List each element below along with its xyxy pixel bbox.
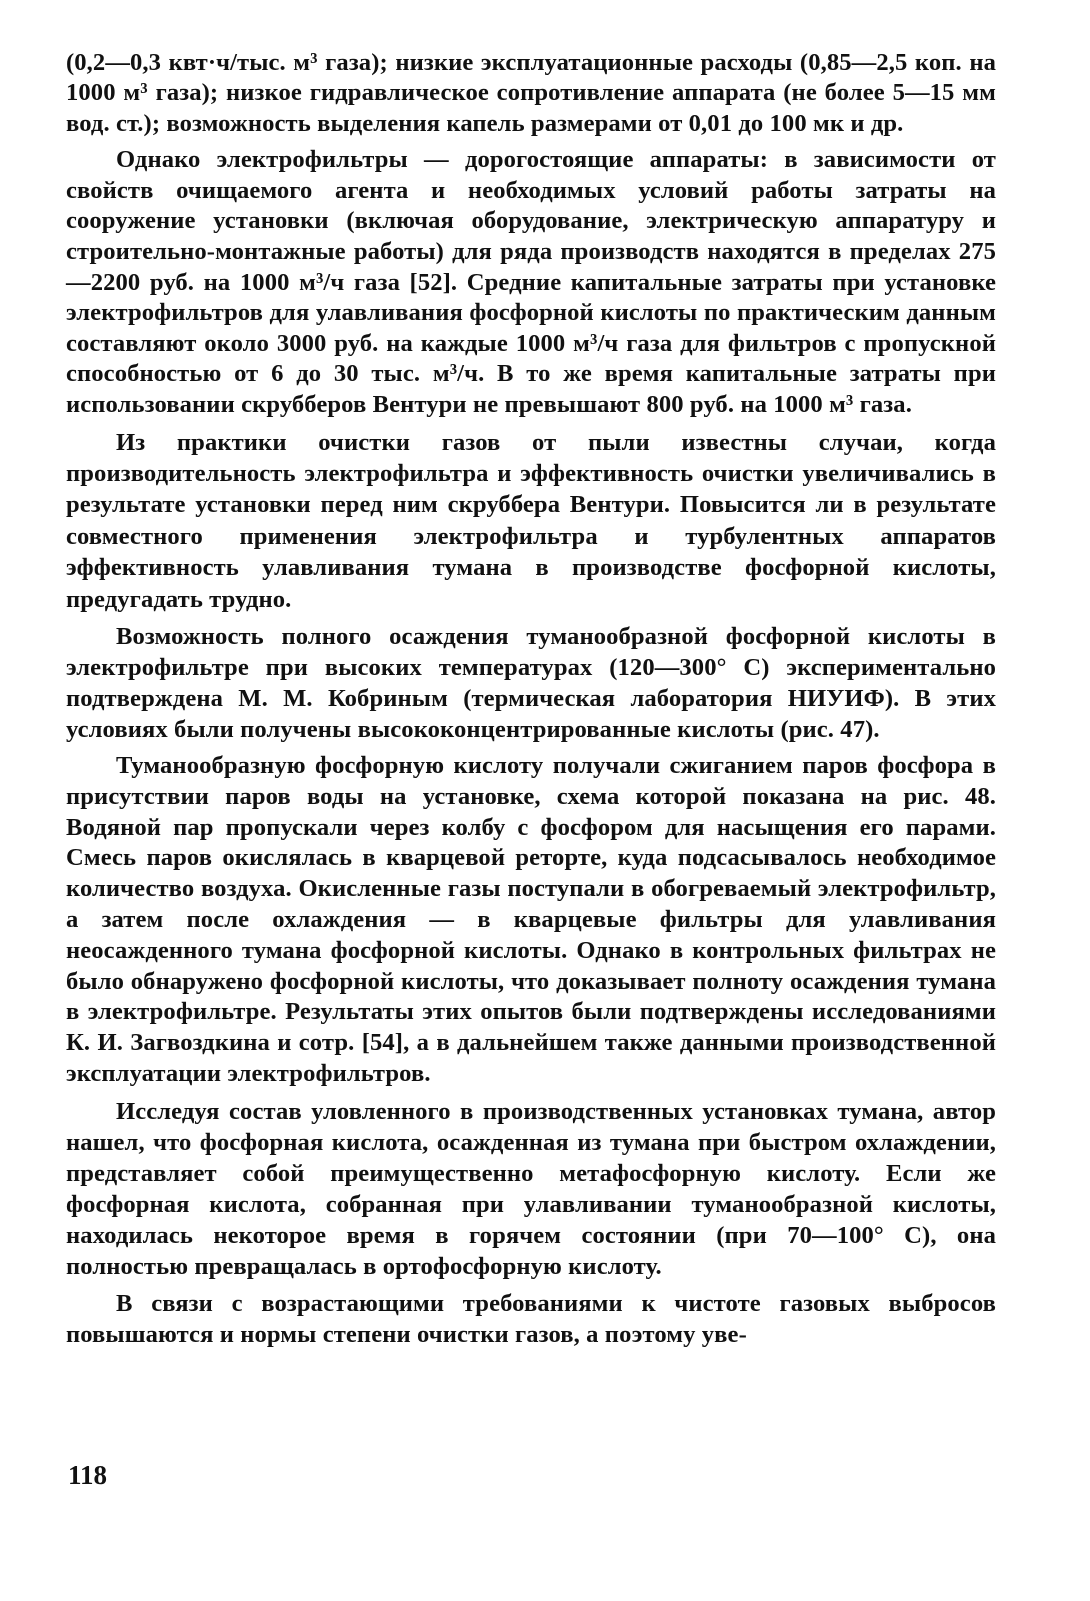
paragraph-1: (0,2—0,3 квт·ч/тыс. м³ газа); низкие эксплуатационные расходы (0,85—2,5 коп. на 1000 м³ газа); низкое гидравлическое сопротивление аппарата (не более 5—15 мм вод. ст.); возможность выделения капель размерами от 0,01 до 100 мк и др.	[66, 49, 996, 137]
paragraph-6: Исследуя состав уловленного в производственных установках тумана, автор нашел, что фосфорная кислота, осажденная из тумана при быстром охлаждении, представляет собой преимущественно метафосфорную кислоту. Если же фосфорная кислота, собранная при улавливании туманообразной кислоты, находилась некоторое время в горячем состоянии (при 70—100° С), она полностью превращалась в ортофосфорную кислоту.	[66, 1097, 996, 1280]
paragraph-3: Из практики очистки газов от пыли известны случаи, когда производительность электрофильтра и эффективность очистки увеличивались в результате установки перед ним скруббера Вентури. Повысится ли в результате совместного применения электрофильтра и турбулентных аппаратов эффективность улавливания тумана в производстве фосфорной кислоты, предугадать трудно.	[66, 428, 996, 613]
paragraph-4: Возможность полного осаждения туманообразной фосфорной кислоты в электрофильтре при высоких температурах (120—300° С) экспериментально подтверждена М. М. Кобриным (термическая лаборатория НИУИФ). В этих условиях были получены высококонцентрированные кислоты (рис. 47).	[66, 623, 996, 743]
paragraph-2: Однако электрофильтры — дорогостоящие аппараты: в зависимости от свойств очищаемого агента и необходимых условий работы затраты на сооружение установки (включая оборудование, электрическую аппаратуру и строительно-монтажные работы) для ряда производств находятся в пределах 275—2200 руб. на 1000 м³/ч газа [52]. Средние капитальные затраты при установке электрофильтров для улавливания фосфорной кислоты по практическим данным составляют около 3000 руб. на каждые 1000 м³/ч газа для фильтров с пропускной способностью от 6 до 30 тыс. м³/ч. В то же время капитальные затраты при использовании скрубберов Вентури не превышают 800 руб. на 1000 м³ газа.	[66, 146, 996, 418]
paragraph-7: В связи с возрастающими требованиями к чистоте газовых выбросов повышаются и нормы степени очистки газов, а поэтому уве-	[66, 1289, 996, 1348]
paragraph-5: Туманообразную фосфорную кислоту получали сжиганием паров фосфора в присутствии паров воды на установке, схема которой показана на рис. 48. Водяной пар пропускали через колбу с фосфором для насыщения его парами. Смесь паров окислялась в кварцевой реторте, куда подсасывалось необходимое количество воздуха. Окисленные газы поступали в обогреваемый электрофильтр, а затем после охлаждения — в кварцевые фильтры для улавливания неосажденного тумана фосфорной кислоты. Однако в контрольных фильтрах не было обнаружено фосфорной кислоты, что доказывает полноту осаждения тумана в электрофильтре. Результаты этих опытов были подтверждены исследованиями К. И. Загвоздкина и сотр. [54], а в дальнейшем также данными производственной эксплуатации электрофильтров.	[66, 752, 996, 1087]
page-number: 118	[68, 1460, 108, 1490]
page-body	[66, 48, 996, 1350]
